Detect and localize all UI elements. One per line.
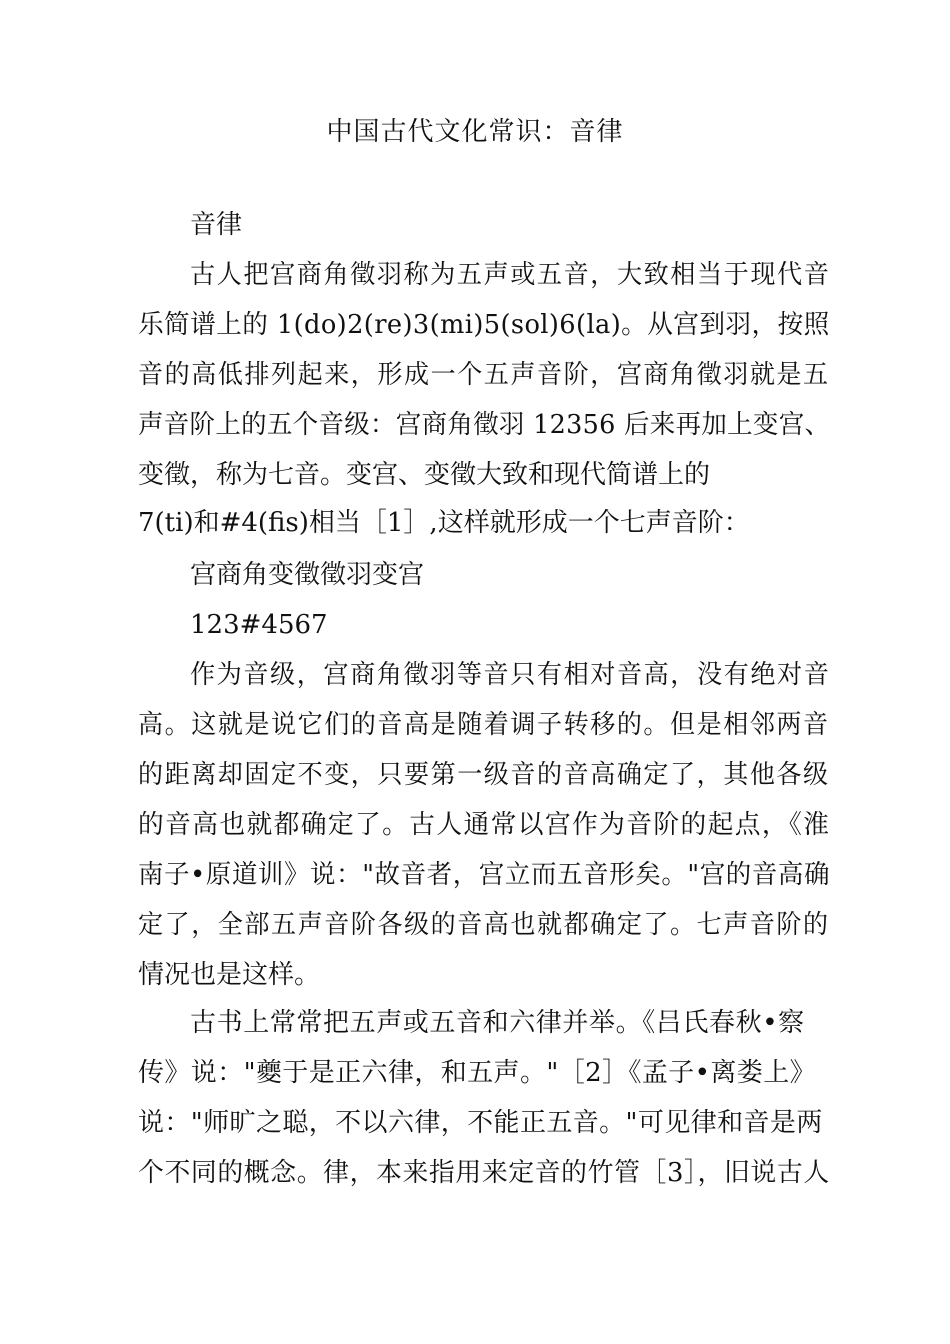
paragraph-line: 南子•原道训》说："故音者，宫立而五音形矣。"宫的音高确 [138, 860, 831, 890]
paragraph-line: 个不同的概念。律，本来指用来定音的竹管［3］，旧说古人 [138, 1158, 830, 1188]
scale-numbers-line: 123#4567 [190, 610, 328, 640]
paragraph-line: 的距离却固定不变，只要第一级音的音高确定了，其他各级 [138, 760, 830, 790]
paragraph-line: 变徵，称为七音。变宫、变徵大致和现代简谱上的 [138, 460, 711, 490]
paragraph-line: 7(ti)和#4(fis)相当［1］,这样就形成一个七声音阶： [138, 508, 750, 538]
paragraph-line: 说："师旷之聪，不以六律，不能正五音。"可见律和音是两 [138, 1108, 823, 1138]
paragraph-line: 的音高也就都确定了。古人通常以宫作为音阶的起点，《淮 [138, 810, 831, 840]
scale-names-line: 宫商角变徵徵羽变宫 [190, 560, 425, 590]
paragraph-line: 作为音级，宫商角徵羽等音只有相对音高，没有绝对音 [190, 660, 831, 690]
paragraph-line: 高。这就是说它们的音高是随着调子转移的。但是相邻两音 [138, 710, 830, 740]
document-title: 中国古代文化常识：音律 [326, 117, 624, 147]
paragraph-line: 音的高低排列起来，形成一个五声音阶，宫商角徵羽就是五 [138, 360, 830, 390]
paragraph-line: 声音阶上的五个音级：宫商角徵羽 12356 后来再加上变宫、 [138, 410, 831, 440]
section-heading: 音律 [190, 210, 243, 240]
paragraph-line: 古人把宫商角徵羽称为五声或五音，大致相当于现代音 [190, 260, 831, 290]
paragraph-line: 传》说："夔于是正六律，和五声。"［2］《孟子•离娄上》 [138, 1058, 816, 1088]
paragraph-line: 乐简谱上的 1(do)2(re)3(mi)5(sol)6(la)。从宫到羽，按照 [138, 310, 830, 340]
paragraph-line: 情况也是这样。 [138, 960, 321, 990]
paragraph-line: 古书上常常把五声或五音和六律并举。《吕氏春秋•察 [190, 1008, 805, 1038]
paragraph-line: 定了，全部五声音阶各级的音高也就都确定了。七声音阶的 [138, 910, 830, 940]
